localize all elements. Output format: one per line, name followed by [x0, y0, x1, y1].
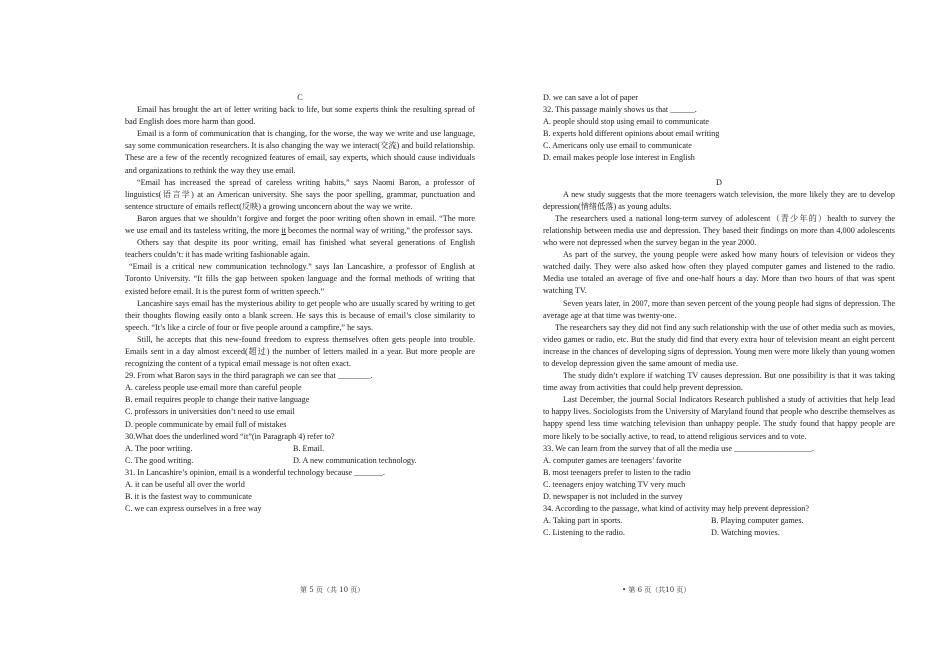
- q34-options-row-1: [543, 515, 895, 527]
- paragraph-c6: “Email is a critical new communication technology.” says Ian Lancashire, a professor of English at Toronto University. “It fills the gap between spoken language and the formal methods of writing that existed before email. It is the purest form of written speech.”: [125, 262, 475, 296]
- underlined-word-it: it: [281, 226, 286, 236]
- q29-option-c: C. professors in universities don’t need to use email: [125, 407, 295, 417]
- paragraph-c8: Still, he accepts that this new-found freedom to express themselves often gets people into trouble. Emails sent in a day almost exceed(超过) the number of letters mailed in a year. But more people are recognizing the content of a typical email message is not often exact.: [125, 334, 475, 369]
- section-title-d: D: [716, 177, 722, 187]
- q31-option-c: C. we can express ourselves in a free way: [125, 504, 262, 514]
- paragraph-c3: “Email has increased the spread of careless writing habits,” says Naomi Baron, a professor of linguistics(语言学) at an American university. She says the poor spelling, grammar, punctuation and sentence structure of emails reflect(反映) a growing unconcern about the way we write.: [125, 177, 475, 211]
- q33-option-b: B. most teenagers prefer to listen to the radio: [543, 467, 691, 477]
- question-31: 31. In Lancashire’s opinion, email is a wonderful technology because _______.: [125, 467, 385, 477]
- q33-option-a: A. computer games are teenagers’ favorite: [543, 455, 682, 465]
- paragraph-d7: Last December, the journal Social Indicators Research published a study of activities that help lead to happy lives. Sociologists from the University of Maryland found that people who describe themselves as happy spend less time watching television than unhappy people. The study found that happy people are more likely to be socially active, to read, to attend religious services and to vote.: [543, 395, 895, 441]
- paragraph-c1: Email has brought the art of letter writing back to life, but some experts think the resulting spread of bad English does more harm than good.: [125, 105, 475, 127]
- paragraph-d1: A new study suggests that the more teenagers watch television, the more likely they are to develop depression(情绪低落) as young adults.: [543, 189, 895, 211]
- q30-option-a: A. The poor writing.: [125, 443, 193, 453]
- question-32: 32. This passage mainly shows us that ______.: [543, 105, 697, 115]
- q30-option-b: B. Email.: [293, 443, 325, 453]
- q30-option-c: C. The good writing.: [125, 455, 194, 465]
- question-29: 29. From what Baron says in the third paragraph we can see that ________.: [125, 371, 373, 381]
- page-footer-right: • 第 6 页（共10 页）: [622, 586, 691, 594]
- q34-option-b: B. Playing computer games.: [711, 516, 804, 526]
- q32-option-c: C. Americans only use email to communicate: [543, 141, 692, 151]
- q31-option-a: A. it can be useful all over the world: [125, 480, 245, 489]
- q34-option-d: D. Watching movies.: [711, 528, 780, 538]
- question-33: 33. We can learn from the survey that of all the media use ___________________.: [543, 443, 814, 453]
- page-footer-left: 第 5 页（共 10 页）: [300, 586, 365, 594]
- paragraph-c4: [125, 213, 475, 237]
- q29-option-b: B. email requires people to change their native language: [125, 395, 310, 405]
- question-34: 34. According to the passage, what kind of activity may help prevent depression?: [543, 504, 810, 514]
- paragraph-c5: Others say that despite its poor writing, email has finished what several generations of English teachers couldn’t: it has made writing fashionable again.: [125, 238, 475, 260]
- q29-option-d: D. people communicate by email full of mistakes: [125, 419, 287, 429]
- paragraph-d3: As part of the survey, the young people were asked how many hours of television or videos they watched daily. They were also asked how often they played computer games and listened to the radio. Media use totaled an average of five and one-half hours a day. More than two hours of that was spent watching TV.: [543, 250, 895, 296]
- q32-option-b: B. experts hold different opinions about email writing: [543, 129, 720, 139]
- q30-option-d: D. A new communication technology.: [293, 455, 417, 465]
- q30-options-row-1: [125, 443, 475, 455]
- q33-option-c: C. teenagers enjoy watching TV very much: [543, 479, 686, 489]
- q33-option-d: D. newspaper is not included in the survey: [543, 492, 683, 501]
- q31-option-d: D. we can save a lot of paper: [543, 93, 639, 102]
- q29-option-a: A. careless people use email more than careful people: [125, 383, 302, 393]
- paragraph-c4-after: becomes the normal way of writing,” the professor says.: [286, 226, 473, 236]
- spacer: [543, 165, 895, 177]
- paragraph-d6: The study didn’t explore if watching TV causes depression. But one possibility is that it was taking time away from activities that could help prevent depression.: [543, 371, 895, 393]
- q30-options-row-2: [125, 455, 475, 467]
- paragraph-c2: Email is a form of communication that is changing, for the worse, the way we write and use language, say some communication researchers. It is also changing the way we interact(交流) and build relationship. These are a few of the recently recognized features of email, say experts, which should cause individuals and organizations to rethink the way they use email.: [125, 129, 475, 175]
- q34-option-c: C. Listening to the radio.: [543, 528, 625, 538]
- q32-option-a: A. people should stop using email to communicate: [543, 117, 709, 127]
- left-column: [125, 92, 475, 515]
- q34-option-a: A. Taking part in sports.: [543, 516, 623, 526]
- paragraph-c4-before: Baron argues that we shouldn’t forgive and forget the poor writing often shown in email. “The more we use email and its tasteless writing, the more: [125, 213, 475, 236]
- q31-option-b: B. it is the fastest way to communicate: [125, 492, 252, 502]
- paragraph-d4: Seven years later, in 2007, more than seven percent of the young people had signs of depression. The average age at that time was twenty-one.: [543, 298, 895, 320]
- paragraph-d2: The researchers used a national long-term survey of adolescent（青少年的）health to survey the relationship between media use and depression. They based their findings on more than 4,000 adolescents who were not depressed when the survey began in the year 2000.: [543, 213, 895, 248]
- question-30: 30.What does the underlined word “it”(in Paragraph 4) refer to?: [125, 431, 335, 441]
- paragraph-c7: Lancashire says email has the mysterious ability to get people who are usually scared by writing to get their thoughts flowing easily onto a blank screen. He says this is because of email’s close similarity to speech. “It’s like a circle of four or five people around a campfire,” he says.: [125, 298, 475, 332]
- right-column: [543, 92, 895, 539]
- q32-option-d: D. email makes people lose interest in English: [543, 153, 695, 163]
- q34-options-row-2: [543, 527, 895, 539]
- section-title-c: C: [297, 93, 303, 102]
- paragraph-d5: The researchers say they did not find any such relationship with the use of other media such as movies, video games or radio, etc. But the study did find that every extra hour of television meant an eight percent increase in the chances of developing signs of depression. Young men were more likely than young women to develop depression given the same amount of media use.: [543, 322, 895, 368]
